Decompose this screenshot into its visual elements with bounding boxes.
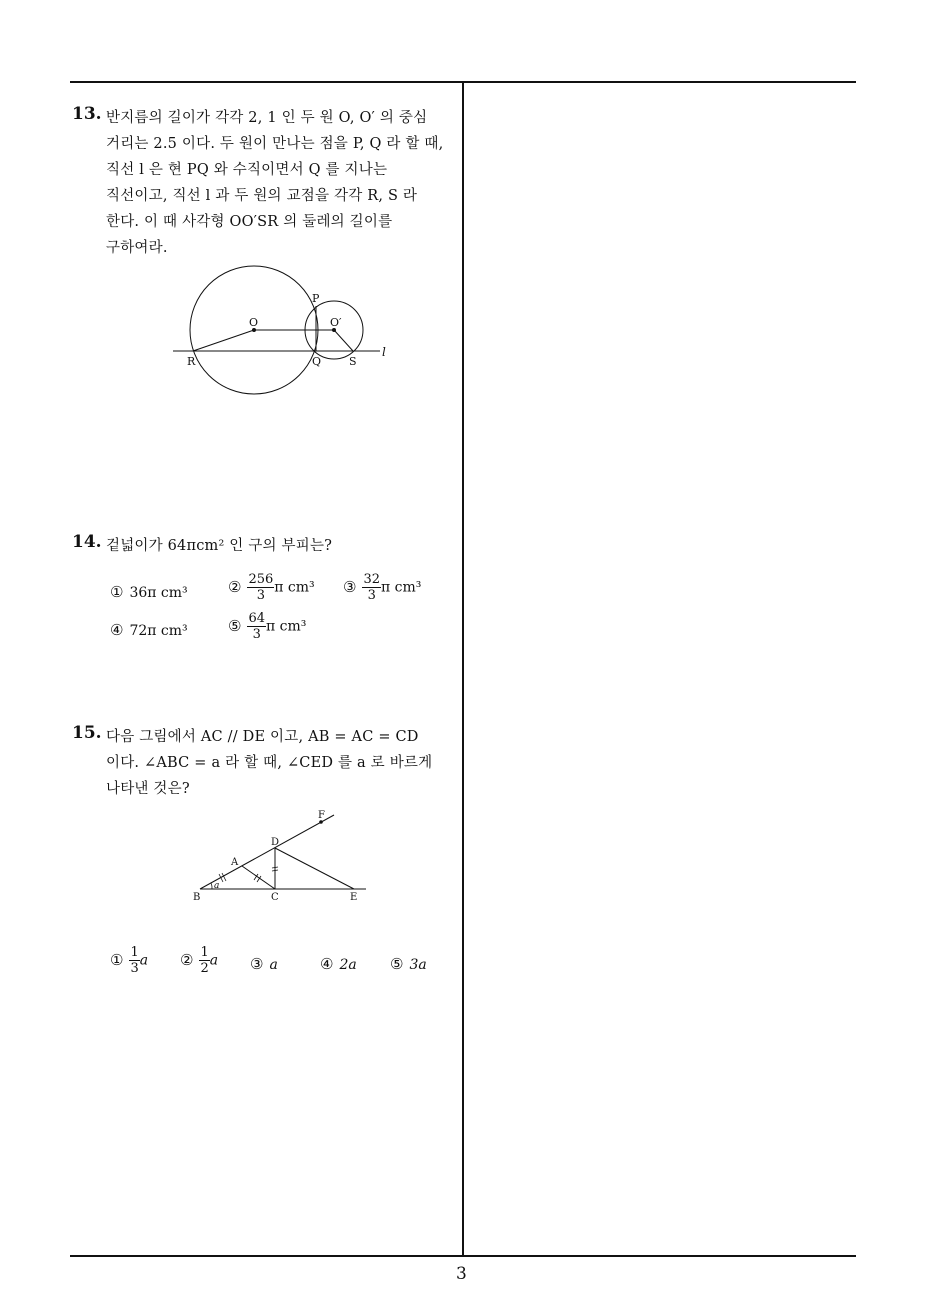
option-mark: ② <box>180 950 194 969</box>
option-text: π cm³ <box>381 579 422 596</box>
question-number: 15. <box>72 723 102 743</box>
fraction <box>199 945 209 976</box>
option-4[interactable] <box>110 621 188 639</box>
option-mark: ① <box>110 950 124 969</box>
question-text-line: 반지름의 길이가 각각 2, 1 인 두 원 O, O′ 의 중심 <box>106 110 428 126</box>
question-number: 13. <box>72 104 102 124</box>
denominator: 3 <box>256 588 265 603</box>
column-divider <box>462 82 464 1257</box>
option-mark: ③ <box>250 955 264 973</box>
option-mark: ③ <box>343 577 357 596</box>
angle-arc <box>211 883 212 889</box>
question-text-line: 다음 그림에서 AC // DE 이고, AB = AC = CD <box>106 729 419 745</box>
fraction <box>247 611 266 642</box>
label-b: B <box>193 892 201 903</box>
segment-ac <box>242 866 275 889</box>
option-text: a <box>269 957 278 973</box>
denominator: 3 <box>252 627 261 642</box>
denominator: 2 <box>200 961 209 976</box>
option-2[interactable] <box>180 945 218 976</box>
option-text: 2a <box>339 957 357 973</box>
option-2[interactable] <box>228 572 315 603</box>
option-text: 72π cm³ <box>129 623 188 639</box>
segment-o-prime-s <box>334 330 353 351</box>
label-o: O <box>249 316 259 329</box>
two-circles-figure <box>165 260 405 405</box>
tick-cd <box>272 870 278 871</box>
question-text-line: 이다. ∠ABC = a 라 할 때, ∠CED 를 a 로 바르게 <box>106 755 433 771</box>
label-o-prime: O′ <box>330 316 342 329</box>
denominator: 3 <box>367 588 376 603</box>
label-a-point: A <box>231 857 239 868</box>
label-s: S <box>349 355 357 368</box>
question-text-line: 직선 l 은 현 PQ 와 수직이면서 Q 를 지나는 <box>106 162 388 178</box>
segment-or <box>193 330 254 351</box>
question-text-line: 직선이고, 직선 l 과 두 원의 교점을 각각 R, S 라 <box>106 188 418 204</box>
option-mark: ⑤ <box>228 616 242 635</box>
question-text-line: 거리는 2.5 이다. 두 원이 만나는 점을 P, Q 라 할 때, <box>106 136 444 152</box>
ray-bf <box>200 815 334 889</box>
question-text-line: 한다. 이 때 사각형 OO′SR 의 둘레의 길이를 <box>106 214 393 230</box>
option-mark: ⑤ <box>390 955 404 973</box>
option-text: a <box>139 952 149 969</box>
option-text: 3a <box>409 957 427 973</box>
question-number: 14. <box>72 532 102 552</box>
label-l: l <box>382 345 386 359</box>
label-r: R <box>187 355 196 368</box>
question-text: 겉넓이가 64πcm² 인 구의 부피는? <box>106 538 333 554</box>
option-mark: ② <box>228 577 242 596</box>
denominator: 3 <box>130 961 139 976</box>
numerator: 1 <box>200 945 209 960</box>
option-3[interactable] <box>343 572 421 603</box>
option-3[interactable] <box>250 955 278 973</box>
numerator: 256 <box>248 572 274 587</box>
triangle-figure <box>190 808 375 908</box>
option-4[interactable] <box>320 955 357 973</box>
option-mark: ① <box>110 583 124 601</box>
option-mark: ④ <box>320 955 334 973</box>
label-d: D <box>271 837 280 848</box>
label-c: C <box>271 892 279 903</box>
numerator: 64 <box>248 611 265 626</box>
question-text-line: 나타낸 것은? <box>106 781 190 797</box>
bottom-rule <box>70 1255 856 1257</box>
fraction <box>362 572 381 603</box>
page-number: 3 <box>456 1264 467 1284</box>
option-1[interactable] <box>110 945 148 976</box>
option-text: a <box>209 952 219 969</box>
label-p: P <box>312 292 320 305</box>
option-text: 36π cm³ <box>129 585 188 601</box>
fraction <box>129 945 139 976</box>
segment-de <box>275 848 354 889</box>
question-text-line: 구하여라. <box>106 240 168 256</box>
label-e: E <box>350 892 358 903</box>
option-text: π cm³ <box>266 618 307 635</box>
numerator: 32 <box>363 572 380 587</box>
numerator: 1 <box>130 945 139 960</box>
option-text: π cm³ <box>274 579 315 596</box>
option-mark: ④ <box>110 621 124 639</box>
fraction <box>247 572 274 603</box>
option-5[interactable] <box>228 611 306 642</box>
label-f: F <box>318 810 325 821</box>
tick-cd <box>272 867 278 868</box>
option-5[interactable] <box>390 955 427 973</box>
option-1[interactable] <box>110 583 188 601</box>
label-angle-a: a <box>214 881 220 891</box>
label-q: Q <box>312 355 322 368</box>
